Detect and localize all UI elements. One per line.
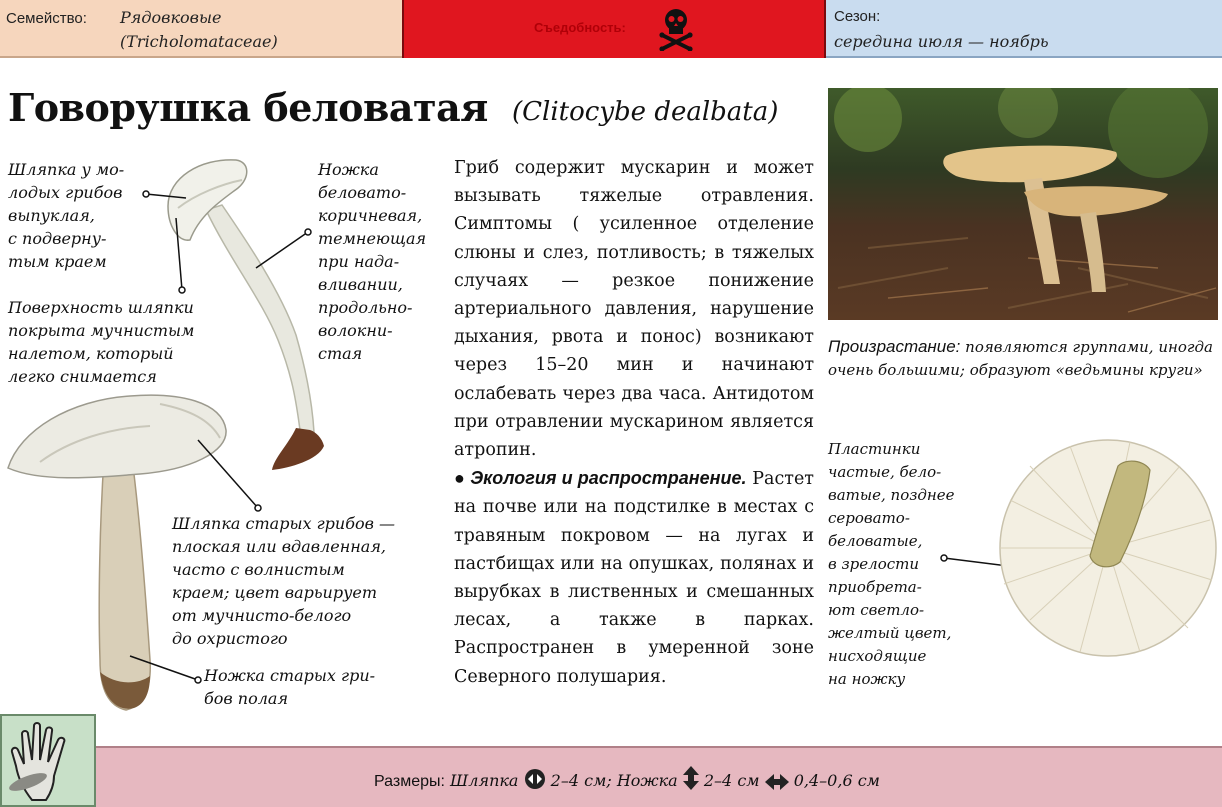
- edibility-label: Съедобность:: [534, 20, 626, 35]
- width-arrows-icon: [765, 774, 789, 790]
- sizes-label: Размеры:: [374, 773, 445, 790]
- callout-stem: Ножка беловато- коричневая, темнеющая при нада- вливании, продольно- волокни- стая: [318, 160, 427, 363]
- stem-height-value: 2–4 см: [703, 771, 760, 790]
- cap-underside-image: [1000, 440, 1216, 656]
- family-latin: (Tricholomataceae): [120, 32, 278, 51]
- article-body: [454, 154, 814, 691]
- habitat-label: Произрастание:: [828, 337, 961, 356]
- callout-cap-surface: Поверхность шляпки покрыта мучнистым налетом, который легко снимается: [8, 298, 195, 386]
- hand-size-icon: [2, 716, 94, 805]
- family-label: Семейство:: [6, 10, 87, 27]
- size-hand-panel: [0, 714, 96, 807]
- callout-young-cap: Шляпка у мо- лодых грибов выпуклая, с подверну- тым краем: [8, 160, 125, 271]
- cap-size-label: Шляпка: [450, 771, 519, 790]
- season-value: середина июля — ноябрь: [834, 32, 1049, 51]
- stem-width-value: 0,4–0,6 см: [793, 771, 880, 790]
- size-footer: [96, 746, 1222, 807]
- season-label: Сезон:: [834, 8, 881, 25]
- callout-old-cap: Шляпка старых грибов — плоская или вдавленная, часто с волнистым краем; цвет варьирует от мучнисто-белого до охристого: [172, 514, 396, 648]
- stem-size-label: Ножка: [616, 771, 678, 790]
- page-title: Говорушка беловатая: [8, 85, 488, 130]
- forest-photo-image: [828, 88, 1218, 320]
- cap-size-value: 2–4 см;: [550, 771, 612, 790]
- habitat-text: [828, 335, 1220, 382]
- ecology-text: Растет на почве или на подстилке в местах с травяным покровом — на лугах и пастбищах или на опушках, полянах и вырубках в лиственных и смешанных лесах, а также в парках. Распространен в умеренной зоне Северного полушария.: [454, 469, 814, 687]
- diameter-icon: [524, 768, 546, 790]
- habitat-value: появляются группами, иногда очень большими; образуют «ведьмины круги»: [828, 338, 1213, 379]
- latin-name: (Clitocybe dealbata): [512, 97, 779, 127]
- callout-old-stem: Ножка старых гри- бов полая: [204, 666, 376, 708]
- habitat-photo: [828, 88, 1218, 320]
- callout-gills: Пластинки частые, бело- ватые, позднее серовато- беловатые, в зрелости приобрета- ют светло- желтый цвет, нисходящие на ножку: [828, 440, 955, 688]
- ecology-heading: ● Экология и распространение.: [454, 468, 747, 489]
- height-arrows-icon: [683, 766, 699, 790]
- ecology-paragraph: [454, 464, 814, 691]
- size-row: [374, 766, 880, 791]
- family-name: Рядовковые: [120, 8, 222, 27]
- description-paragraph: Гриб содержит мускарин и может вызывать тяжелые отравления. Симптомы ( усиленное отделение слюны и слез, потливость; в тяжелых случаях — резкое понижение артериального давления, нарушение дыхания, рвота и понос) возникают через 15–20 мин и начинают ослабевать через два часа. Антидотом при отравлении мускарином является атропин.: [454, 158, 814, 461]
